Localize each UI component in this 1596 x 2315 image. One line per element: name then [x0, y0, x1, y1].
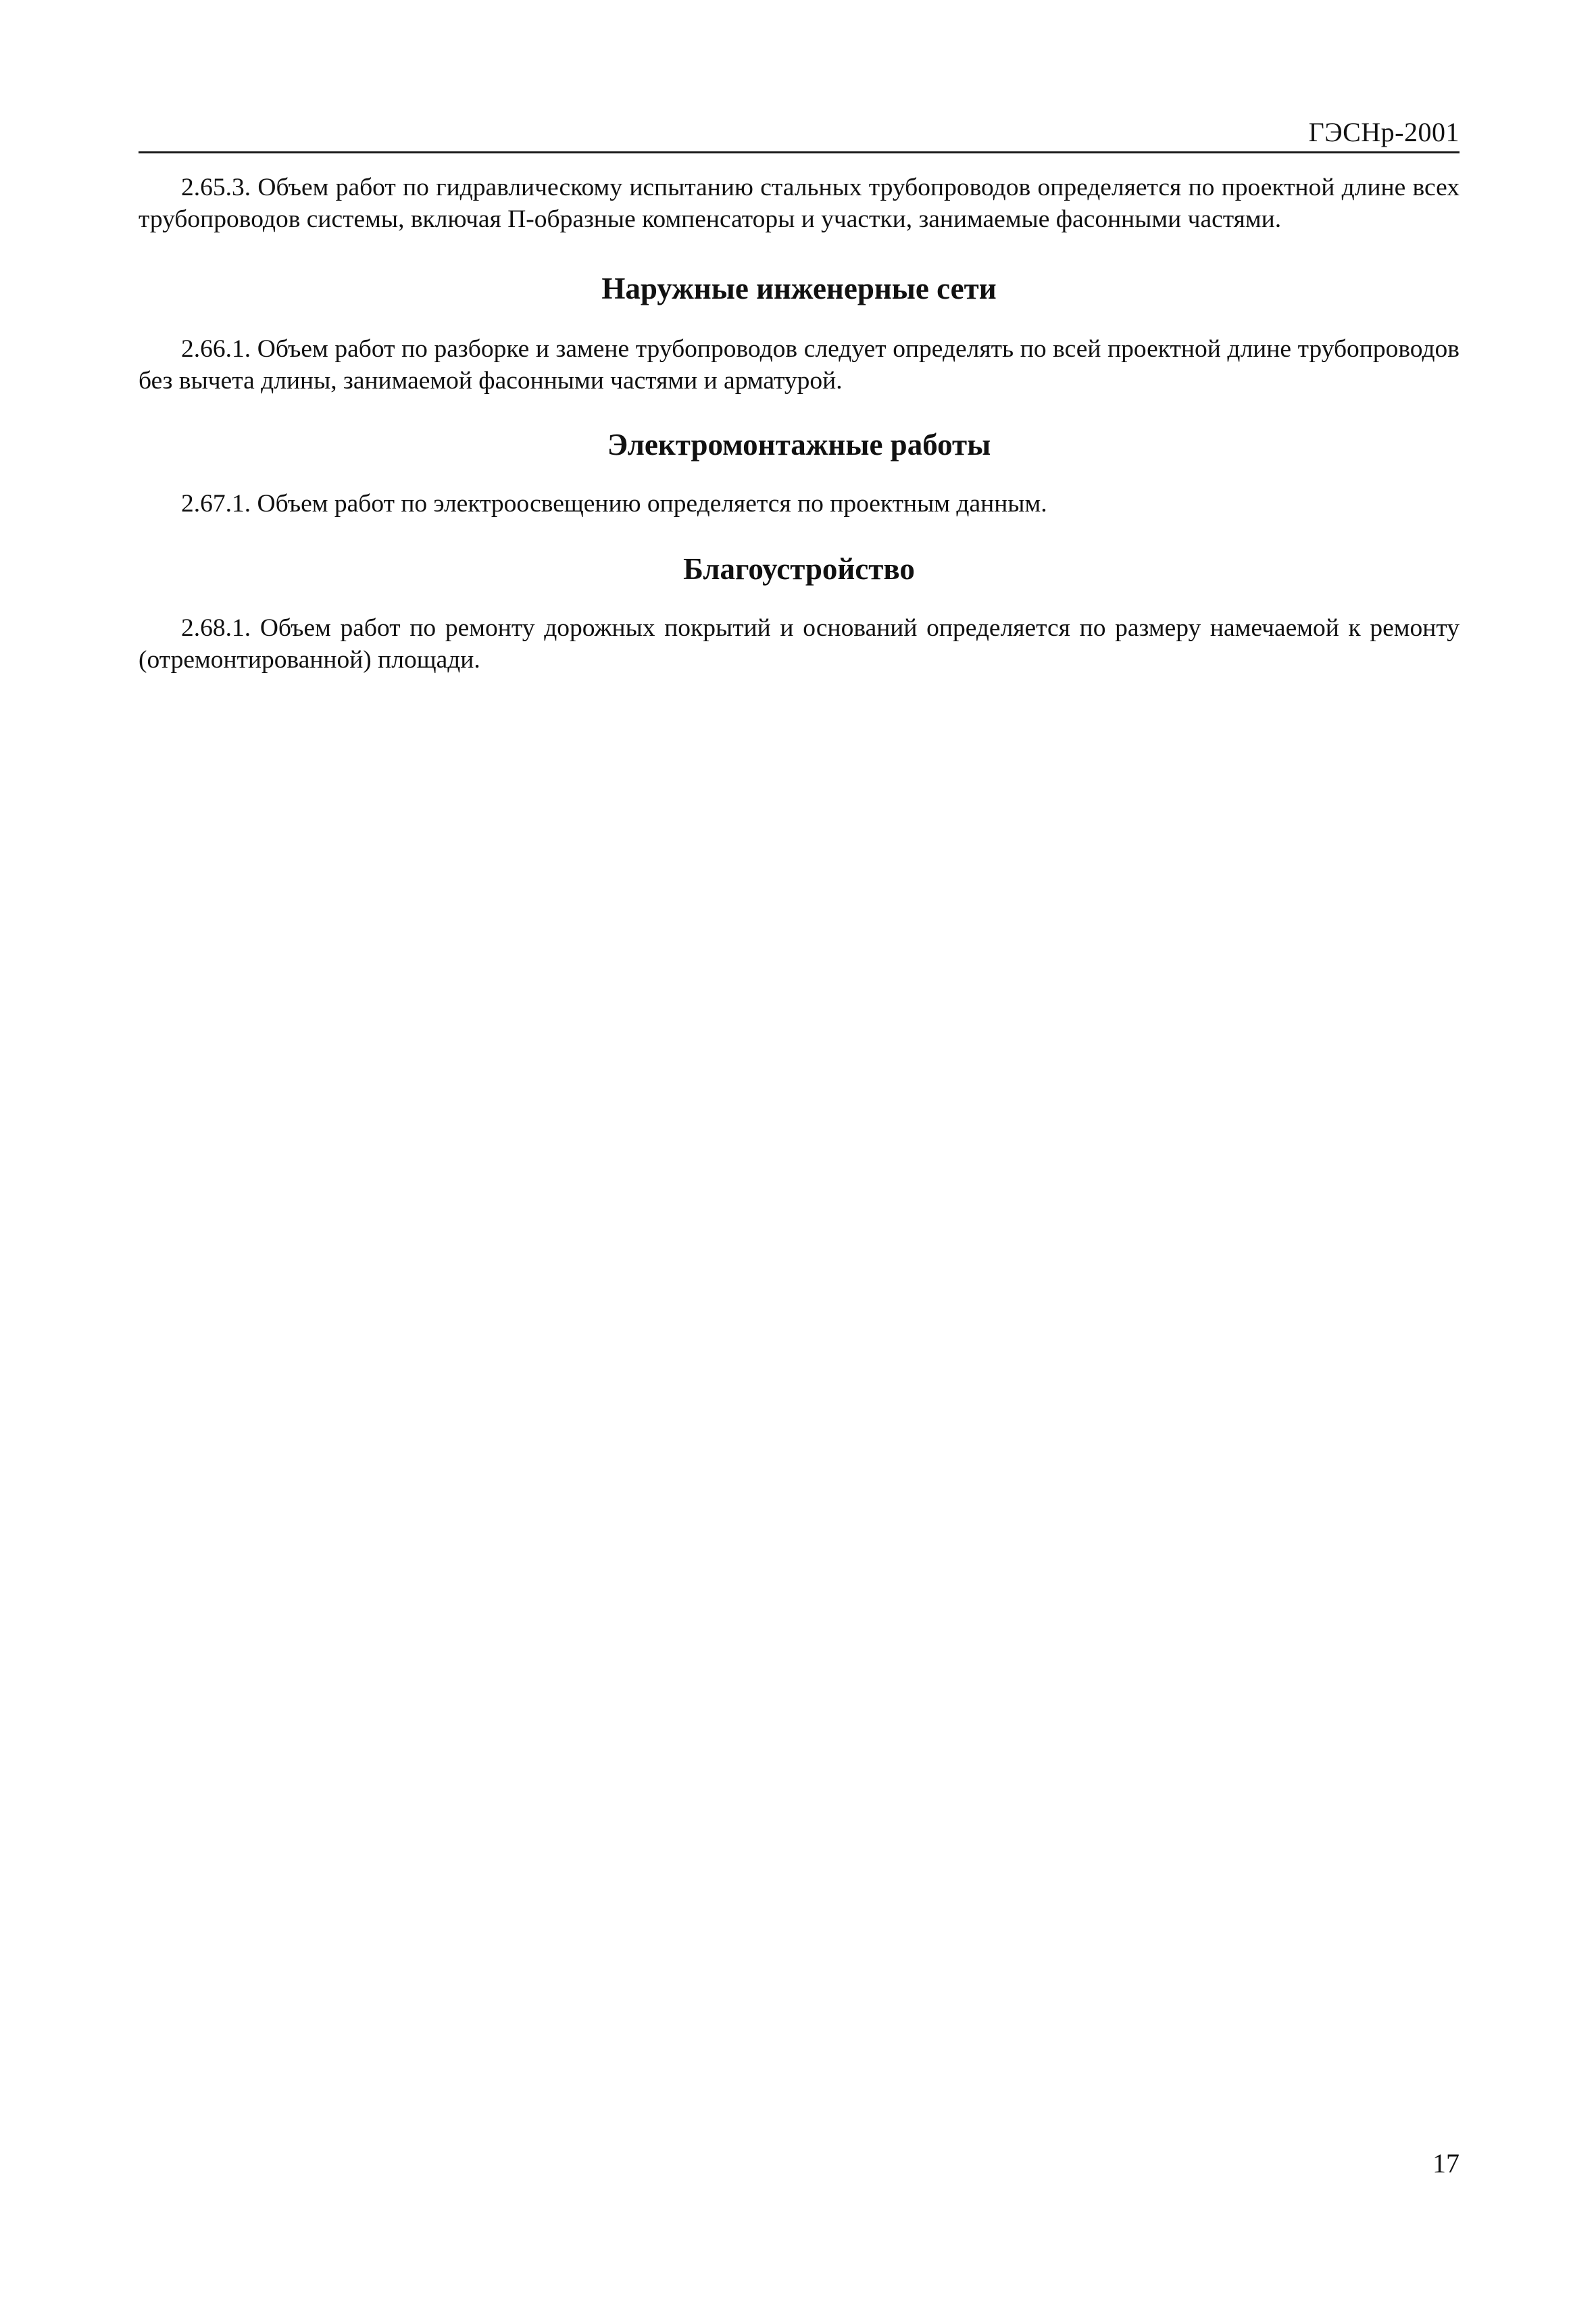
- page-number: 17: [1432, 2148, 1460, 2179]
- section-heading-landscaping: Благоустройство: [683, 552, 915, 586]
- paragraph-2-67-1: 2.67.1. Объем работ по электроосвещению определяется по проектным данным.: [181, 490, 1047, 518]
- document-code: ГЭСНр-2001: [1308, 117, 1460, 147]
- paragraph-2-65-3: 2.65.3. Объем работ по гидравлическому испытанию стальных трубопроводов определяется по проектной длине всех трубопроводов системы, включая П-образные компенсаторы и участки, занимаемые фасонными частями.: [139, 174, 1460, 233]
- section-heading-external-networks: Наружные инженерные сети: [601, 272, 997, 305]
- page-content: [139, 166, 1460, 676]
- header-rule: [139, 151, 1460, 153]
- section-heading-electrical-works: Электромонтажные работы: [607, 428, 991, 462]
- paragraph-2-68-1: 2.68.1. Объем работ по ремонту дорожных покрытий и оснований определяется по размеру намечаемой к ремонту (отремонтированной) площади.: [139, 614, 1460, 674]
- page-header: [139, 115, 1460, 153]
- paragraph-2-66-1: 2.66.1. Объем работ по разборке и замене трубопроводов следует определять по всей проектной длине трубопроводов без вычета длины, занимаемой фасонными частями и арматурой.: [139, 335, 1460, 395]
